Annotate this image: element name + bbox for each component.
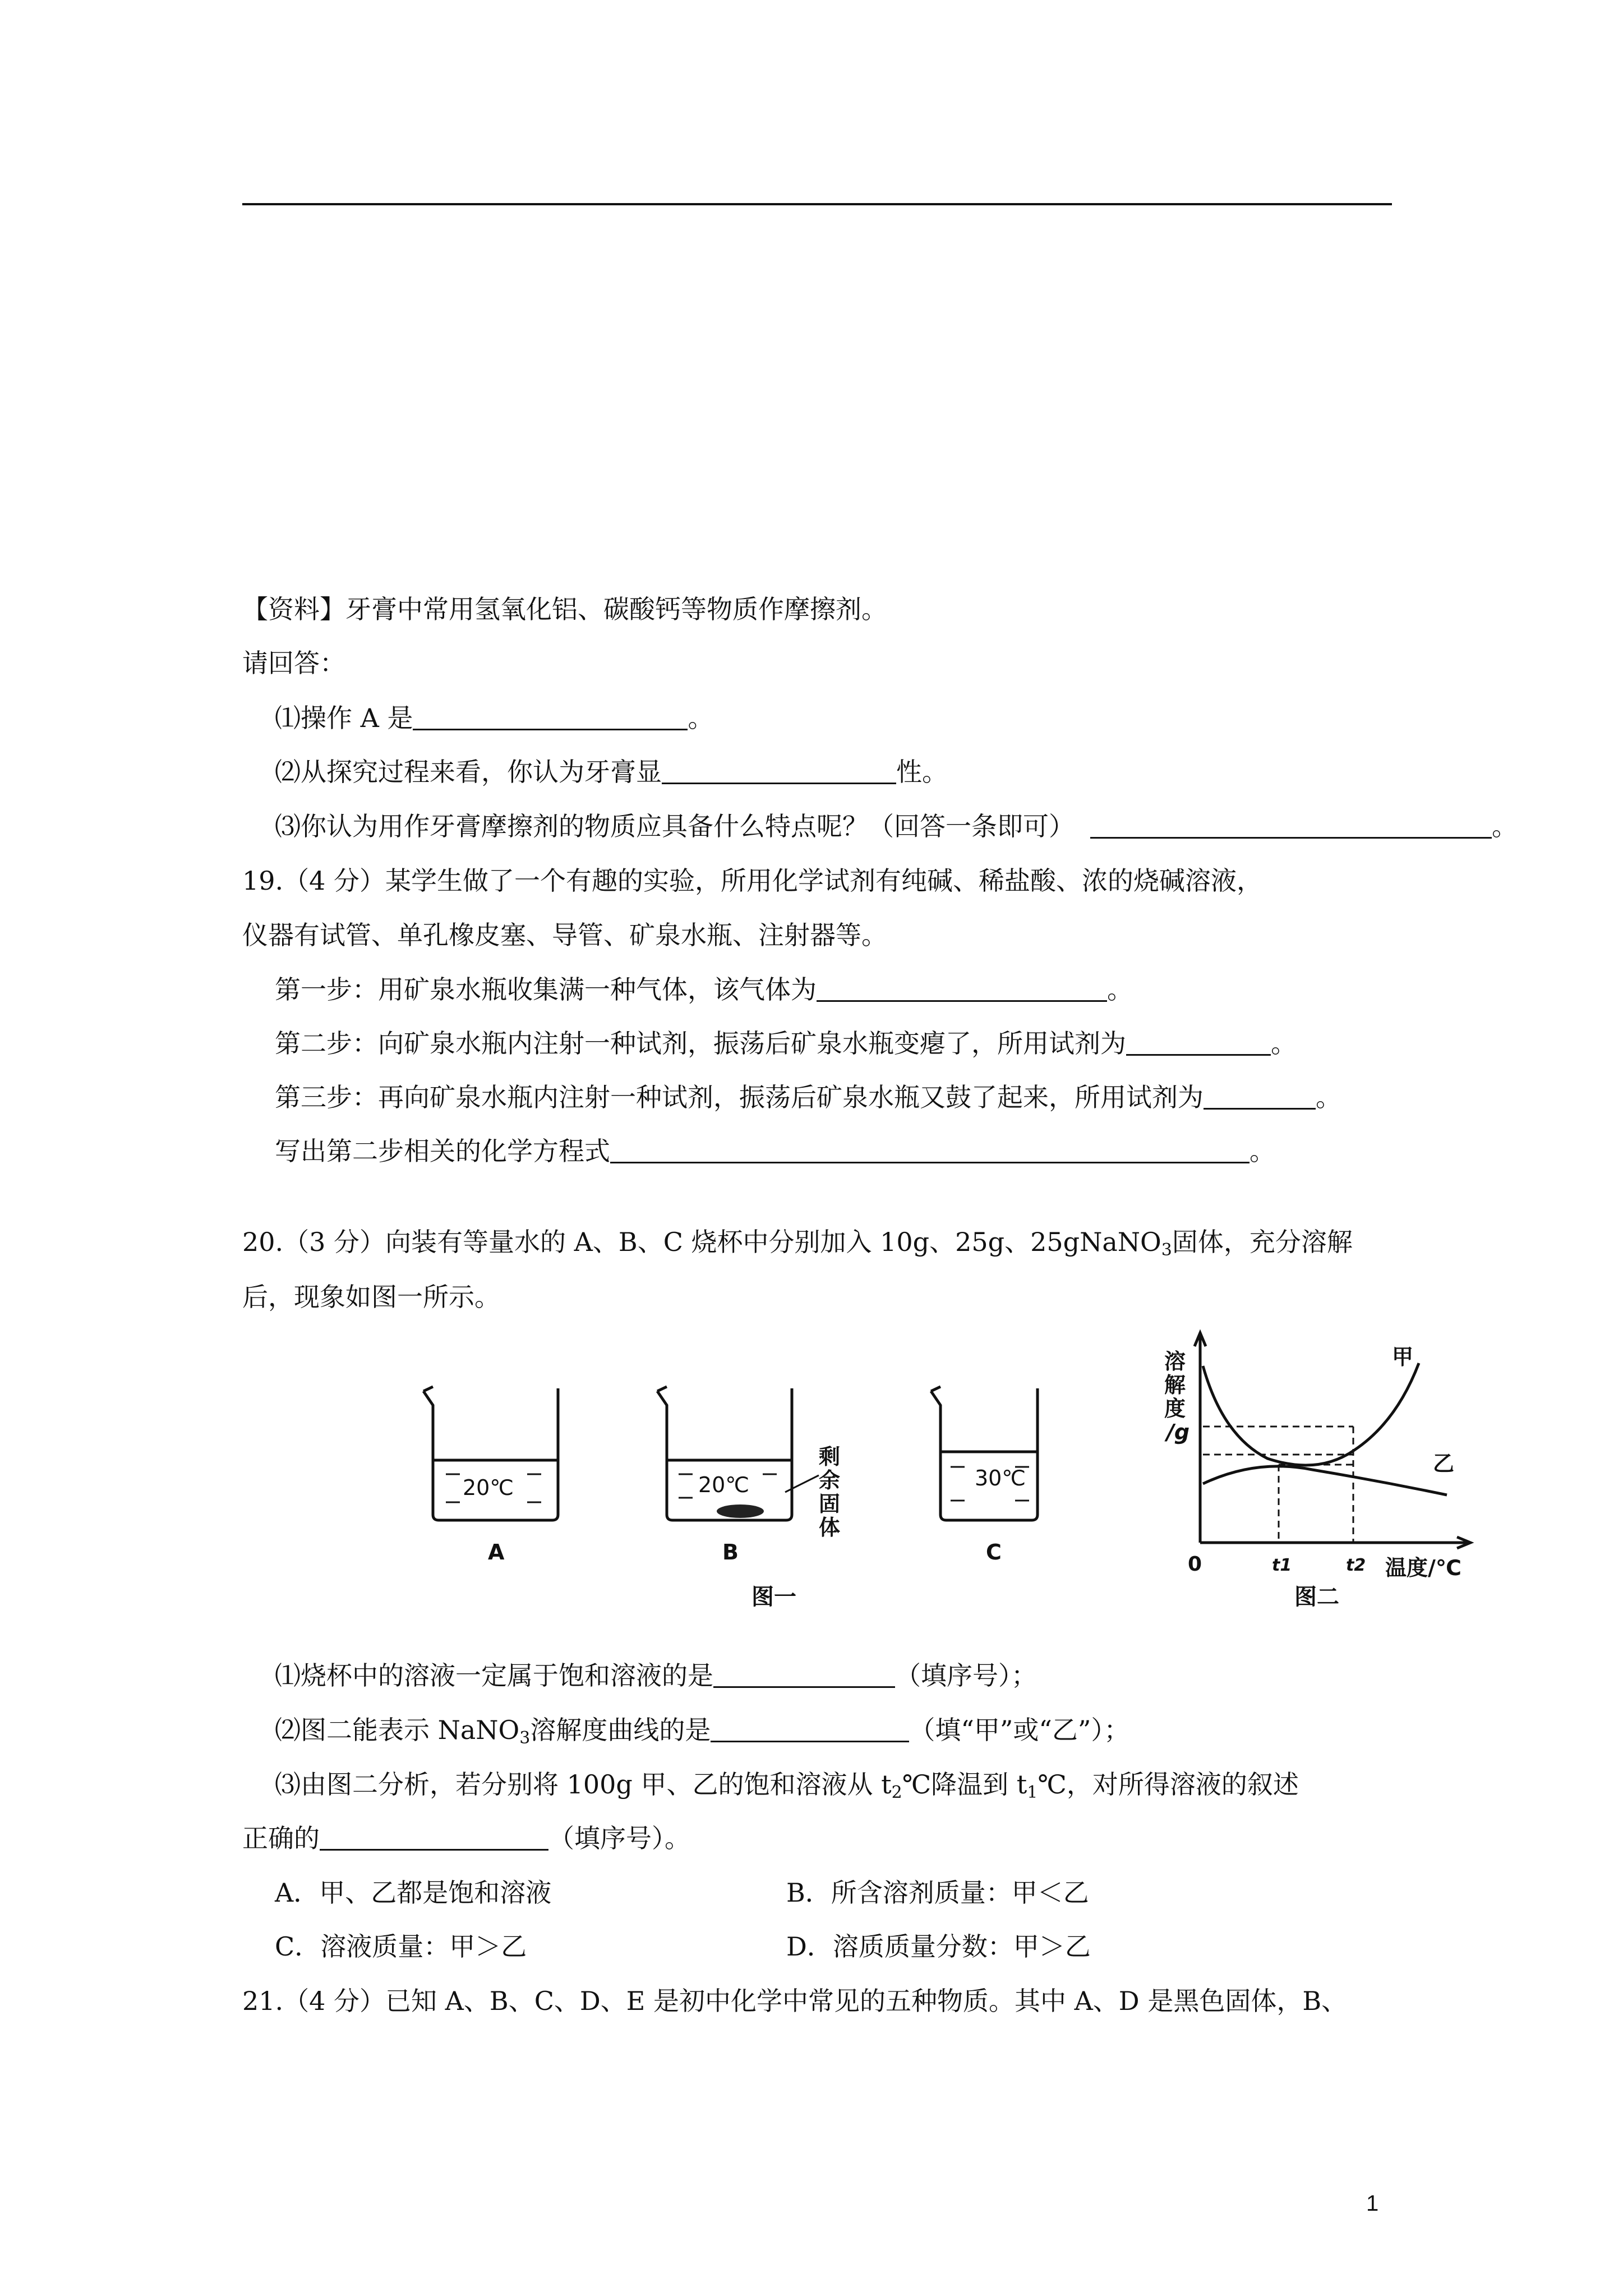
answer-blank[interactable] [1126,1027,1271,1056]
material-text: 牙膏中常用氢氧化铝、碳酸钙等物质作摩擦剂。 [345,594,887,624]
q18-part3 [275,809,1518,843]
ylabel-2: 解 [1164,1373,1186,1397]
q20-part2-text: ⑵图二能表示 NaNO [275,1715,520,1745]
material-label: 【资料】 [242,594,345,624]
series-yi-label: 乙 [1433,1451,1455,1476]
beaker-b-note-3: 固 [819,1492,841,1516]
figures [393,1324,1509,1616]
q20-part3-mid: ℃降温到 t [902,1769,1027,1800]
q20-line1-end: 固体，充分溶解 [1172,1227,1353,1257]
q19-step2 [275,1027,1297,1060]
origin-label: 0 [1188,1553,1202,1576]
figure2-caption: 图二 [1294,1584,1339,1610]
ylabel-4: /g [1166,1420,1190,1444]
beaker-b-note-2: 余 [819,1468,841,1493]
tick-t2: t2 [1346,1556,1366,1575]
q18-part1-text: ⑴操作 A 是 [275,703,413,733]
q20-line1 [242,1225,1353,1259]
q19-step1-end: 。 [1107,974,1133,1005]
q20-part2-end: （填“甲”或“乙”）； [909,1715,1130,1745]
figure1-caption: 图一 [751,1584,796,1610]
beaker-a-temp: 20℃ [463,1475,514,1500]
q20-part3-end: ℃，对所得溶液的叙述 [1038,1769,1299,1800]
q19-step3-end: 。 [1316,1082,1341,1112]
beaker-b [657,1387,819,1520]
q19-equation [275,1134,1275,1168]
header-rule [242,203,1392,205]
q18-part1-end: 。 [688,703,714,733]
q20-part1 [275,1659,1037,1692]
q20-part3 [275,1768,1299,1801]
answer-blank[interactable] [662,756,896,784]
beaker-a [423,1387,558,1520]
option-d: D．溶质质量分数：甲＞乙 [786,1931,1091,1962]
q20-part3-line2-text: 正确的 [242,1823,320,1853]
xlabel: 温度/℃ [1385,1556,1461,1580]
beaker-b-note-1: 剩 [819,1444,841,1469]
series-jia-label: 甲 [1392,1345,1414,1369]
page-number: 1 [1366,2191,1379,2216]
curve-yi [1203,1466,1447,1495]
answer-blank[interactable] [610,1135,1249,1163]
q19-step2-text: 第二步：向矿泉水瓶内注射一种试剂，振荡后矿泉水瓶变瘪了，所用试剂为 [275,1028,1126,1059]
answer-blank[interactable] [1204,1081,1316,1110]
subscript: 2 [891,1783,902,1802]
q19-step3 [275,1080,1341,1114]
q19-line2: 仪器有试管、单孔橡皮塞、导管、矿泉水瓶、注射器等。 [242,920,887,950]
solubility-chart [1164,1333,1470,1610]
beaker-b-temp: 20℃ [698,1473,750,1497]
ylabel-3: 度 [1164,1396,1186,1421]
answer-blank[interactable] [413,702,688,730]
remaining-solid [717,1504,764,1518]
subscript: 1 [1027,1783,1038,1802]
curve-jia [1203,1363,1419,1465]
subscript: 3 [1161,1240,1172,1260]
q19-step1 [275,973,1133,1006]
beaker-a-label: A [488,1540,505,1565]
option-a: A．甲、乙都是饱和溶液 [275,1878,552,1908]
please-answer: 请回答： [242,648,345,678]
q19-step2-end: 。 [1271,1028,1297,1059]
beaker-b-label: B [722,1540,739,1565]
answer-blank[interactable] [320,1822,548,1851]
q18-part1 [275,701,713,735]
q18-part2 [275,755,948,789]
beaker-c-label: C [986,1540,1002,1565]
q18-part3-text: ⑶你认为用作牙膏摩擦剂的物质应具备什么特点呢？（回答一条即可） [275,811,1075,841]
material-line [242,592,887,626]
q20-line1-text: 20.（3 分）向装有等量水的 A、B、C 烧杯中分别加入 10g、25g、25gNaNO [242,1227,1161,1257]
q19-line1: 19.（4 分）某学生做了一个有趣的实验，所用化学试剂有纯碱、稀盐酸、浓的烧碱溶液， [242,866,1263,896]
answer-blank[interactable] [817,973,1107,1002]
q19-equation-end: 。 [1249,1136,1275,1166]
answer-blank[interactable] [713,1659,895,1688]
beaker-b-note-4: 体 [819,1515,841,1540]
q20-part3-line2 [242,1821,690,1855]
beaker-c-temp: 30℃ [975,1466,1026,1490]
tick-t1: t1 [1272,1556,1292,1575]
q18-part2-text: ⑵从探究过程来看，你认为牙膏显 [275,757,662,787]
subscript: 3 [519,1728,531,1748]
option-b: B．所含溶剂质量：甲＜乙 [786,1878,1089,1908]
q20-part3-text: ⑶由图二分析，若分别将 100g 甲、乙的饱和溶液从 t [275,1769,892,1800]
answer-blank[interactable] [711,1714,909,1742]
ylabel-1: 溶 [1164,1349,1186,1374]
q20-part2 [275,1713,1129,1747]
beaker-c [931,1387,1038,1520]
answer-blank[interactable] [1090,810,1492,839]
q20-part2-mid: 溶解度曲线的是 [530,1715,711,1745]
q20-line2: 后，现象如图一所示。 [242,1282,500,1312]
q20-part1-end: （填序号）； [895,1660,1037,1691]
q18-part2-end: 性。 [896,757,948,787]
q19-equation-text: 写出第二步相关的化学方程式 [275,1136,610,1166]
q18-part3-end: 。 [1492,811,1518,841]
q19-step1-text: 第一步：用矿泉水瓶收集满一种气体，该气体为 [275,974,817,1005]
q20-part3-line2-end: （填序号）。 [548,1823,690,1853]
option-c: C．溶液质量：甲＞乙 [275,1931,527,1962]
q19-step3-text: 第三步：再向矿泉水瓶内注射一种试剂，振荡后矿泉水瓶又鼓了起来，所用试剂为 [275,1082,1204,1112]
q20-part1-text: ⑴烧杯中的溶液一定属于饱和溶液的是 [275,1660,713,1691]
q21-line1: 21.（4 分）已知 A、B、C、D、E 是初中化学中常见的五种物质。其中 A、D 是黑色固体，B、 [242,1986,1348,2016]
